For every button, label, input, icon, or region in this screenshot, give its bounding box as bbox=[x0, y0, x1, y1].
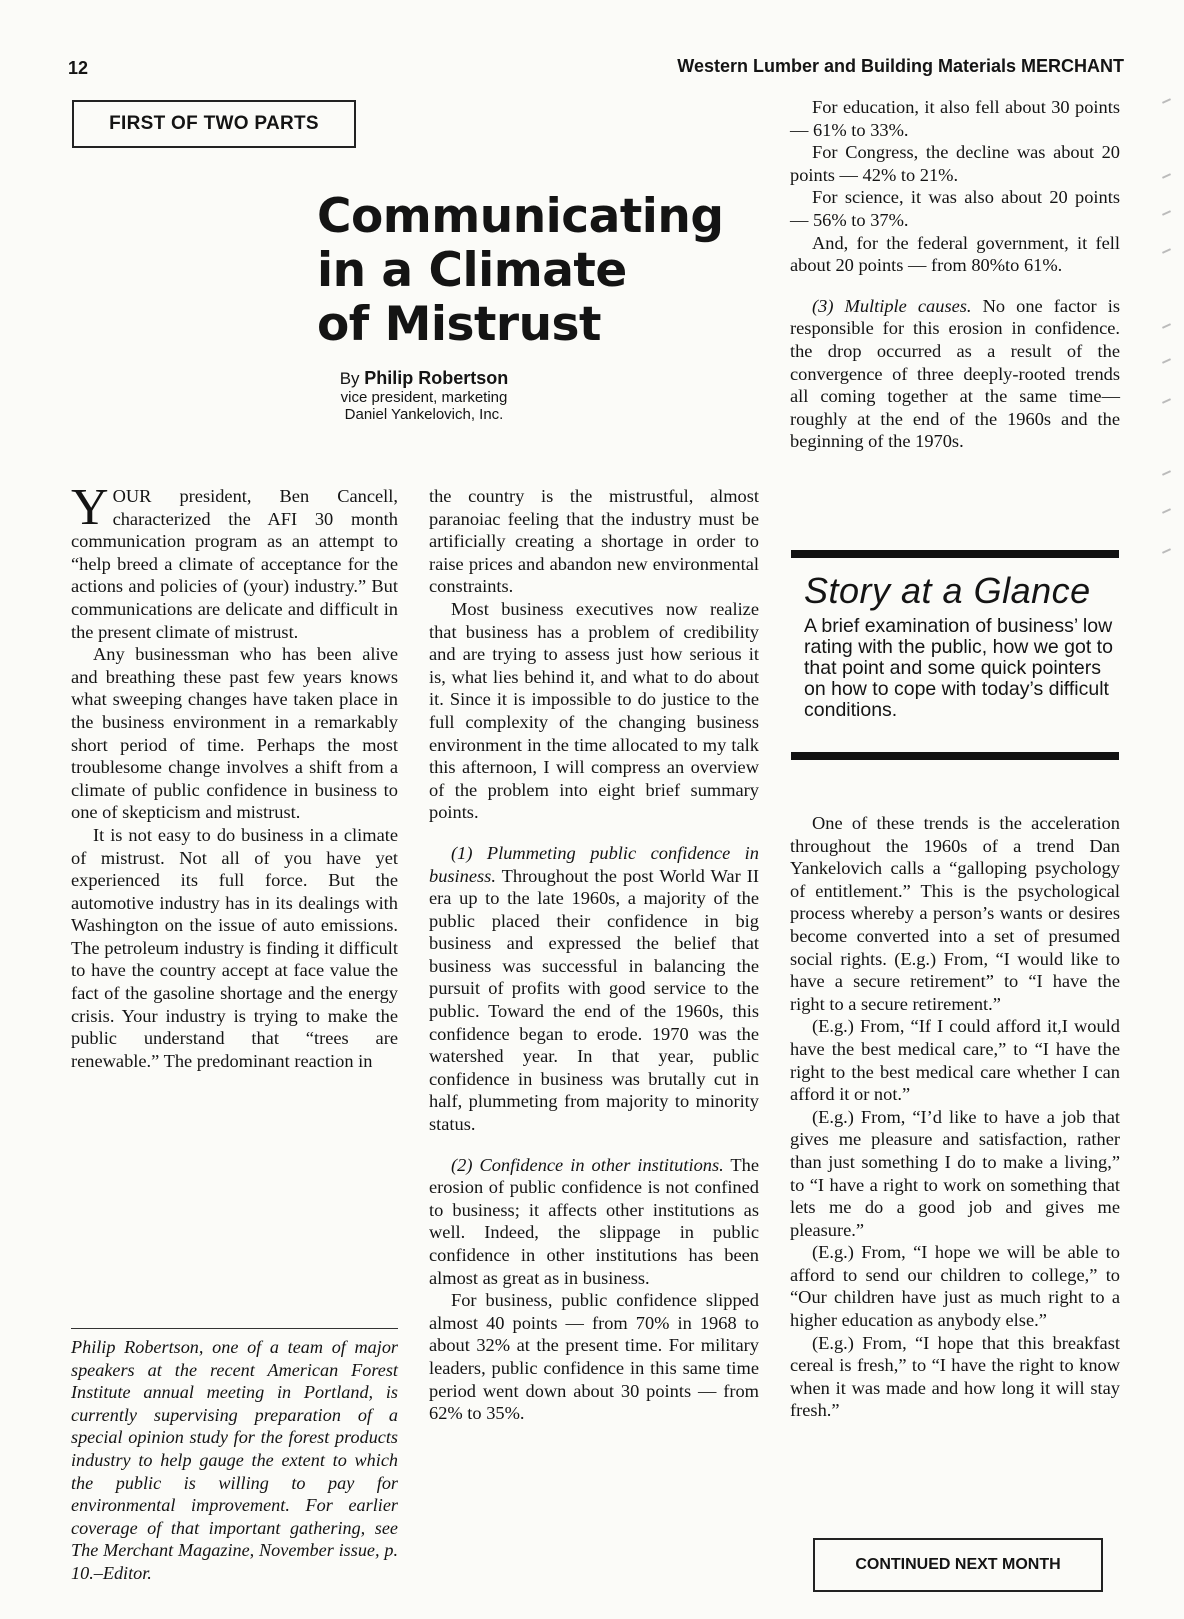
paragraph: For business, public confidence slipped almost 40 points — from 70% in 1968 to about 32% at the present time. For military leaders, public confidence in this same time period went down about 30 points — from 62% to 35%. bbox=[429, 1290, 759, 1424]
byline-author: Philip Robertson bbox=[364, 368, 509, 388]
point-heading: (3) Multiple causes. bbox=[812, 295, 972, 316]
series-label: FIRST OF TWO PARTS bbox=[72, 100, 356, 148]
title-line-1: Communicating bbox=[317, 189, 724, 244]
paragraph: (3) Multiple causes. No one factor is responsible for this erosion in confidence. the drop occurred as a result of the convergence of three deeply-rooted trends all coming together at the same time—roughly at the end of the 1960s and the beginning of the 1970s. bbox=[790, 295, 1120, 452]
continued-notice: CONTINUED NEXT MONTH bbox=[813, 1538, 1103, 1592]
byline-company: Daniel Yankelovich, Inc. bbox=[344, 406, 504, 423]
author-bio: Philip Robertson, one of a team of major speakers at the recent American Forest Institute annual meeting in Portland, is currently supervising preparation of a special opinion study for the forest products industry to help gauge the extent to which the public is willing to pay for environmental improvement. For earlier coverage of that important gathering, see The Merchant Magazine, November issue, p. 10.–Editor. bbox=[71, 1337, 398, 1583]
article-column-3-continued bbox=[790, 812, 1120, 1422]
binding-mark bbox=[1162, 508, 1171, 514]
byline-role: vice president, marketing bbox=[340, 389, 508, 406]
article-column-1 bbox=[71, 479, 398, 1072]
article-column-3 bbox=[790, 96, 1120, 453]
binding-mark bbox=[1162, 548, 1171, 554]
paragraph: Most business executives now realize that business has a problem of credibility and are trying to assess just how serious it is, what lies behind it, and what to do about it. Since it is impossible to do justice to the full complexity of the changing business environment in the time allocated to my talk this afternoon, I will compress an overview of the problem into eight brief summary points. bbox=[429, 598, 759, 823]
paragraph: (E.g.) From, “I’d like to have a job that gives me pleasure and satisfaction, rather than just something I do to make a living,” to “I have a right to work on something that lets me do a good job and gives me pleasure.” bbox=[790, 1106, 1120, 1240]
paragraph: For education, it also fell about 30 points — 61% to 33%. bbox=[790, 97, 1120, 140]
paragraph: And, for the federal government, it fell about 20 points — from 80%to 61%. bbox=[790, 232, 1120, 276]
article-column-2 bbox=[429, 485, 759, 1425]
glance-top-rule bbox=[791, 550, 1119, 558]
publication-name: Western Lumber and Building Materials MERCHANT bbox=[677, 56, 1124, 76]
point-heading: (1) Plummeting public confidence in business. bbox=[429, 842, 759, 886]
glance-summary: A brief examination of business’ low rating with the public, how we got to that point and some quick pointers on how to cope with today’s difficult conditions. bbox=[804, 615, 1113, 721]
paragraph: (1) Plummeting public confidence in business. Throughout the post World War II era up to the late 1960s, a majority of the public placed their confidence in big business and expressed the belief that business was successful in balancing the pursuit of profits with good service to the public. Toward the end of the 1960s, this confidence began to erode. 1970 was the watershed year. In that year, public confidence in business was brutally cut in half, plummeting from majority to minority status. bbox=[429, 842, 759, 1135]
paragraph: (2) Confidence in other institutions. The erosion of public confidence is not confined to business; it affects other institutions as well. Indeed, the slippage in public confidence in other institutions has been almost as great as in business. bbox=[429, 1154, 759, 1288]
byline bbox=[314, 368, 534, 423]
paragraph: (E.g.) From, “I hope that this breakfast cereal is fresh,” to “I have the right to know when it was made and how long it will stay fresh.” bbox=[790, 1332, 1120, 1421]
page-number: 12 bbox=[68, 58, 89, 78]
binding-mark bbox=[1162, 210, 1171, 216]
glance-title: Story at a Glance bbox=[804, 570, 1091, 611]
binding-mark bbox=[1162, 173, 1171, 179]
paragraph: One of these trends is the acceleration throughout the 1960s of a trend Dan Yankelovich calls a “galloping psychology of entitlement.” This is the psychological process whereby a person’s wants or desires become converted into a set of presumed social rights. (E.g.) From, “I would like to have a secure retirement” to “I have the right to a secure retirement.” bbox=[790, 813, 1120, 1014]
paragraph: YOUR president, Ben Cancell, characterized the AFI 30 month communication program as an attempt to “help breed a climate of acceptance for the actions and policies of (your) industry.” But communications are delicate and difficult in the present climate of mistrust. bbox=[71, 479, 398, 642]
binding-mark bbox=[1162, 323, 1171, 329]
title-line-2: in a Climate bbox=[317, 243, 627, 298]
paragraph: It is not easy to do business in a climate of mistrust. Not all of you have yet experienced its full force. But the automotive industry has in its dealings with Washington on the issue of auto emissions. The petroleum industry is finding it difficult to have the country accept at face value the fact of the gasoline shortage and the energy crisis. Your industry is trying to make the public understand that “trees are renewable.” The predominant reaction in bbox=[71, 824, 398, 1071]
title-line-3: of Mistrust bbox=[317, 297, 602, 352]
paragraph: (E.g.) From, “I hope we will be able to afford to send our children to college,” to “Our children have just as much right to a higher education as anybody else.” bbox=[790, 1242, 1120, 1331]
binding-mark bbox=[1162, 358, 1171, 364]
article-title bbox=[317, 190, 747, 352]
paragraph: For science, it was also about 20 points — 56% to 37%. bbox=[790, 187, 1120, 230]
binding-mark bbox=[1162, 470, 1171, 476]
paragraph: (E.g.) From, “If I could afford it,I would have the best medical care,” to “I have the right to the best medical care whether I can afford it or not.” bbox=[790, 1016, 1120, 1105]
glance-bottom-rule bbox=[791, 752, 1119, 760]
paragraph: the country is the mistrustful, almost paranoiac feeling that the industry must be artificially creating a shortage in order to raise prices and abandon new environmental constraints. bbox=[429, 486, 759, 597]
point-heading: (2) Confidence in other institutions. bbox=[451, 1154, 724, 1175]
drop-cap: Y bbox=[71, 479, 109, 536]
byline-by: By bbox=[339, 369, 360, 388]
binding-mark bbox=[1162, 98, 1171, 104]
paragraph: For Congress, the decline was about 20 points — 42% to 21%. bbox=[790, 142, 1120, 185]
binding-mark bbox=[1162, 398, 1171, 404]
paragraph: Any businessman who has been alive and breathing these past few years knows what sweeping changes have taken place in the business environment in a remarkably short period of time. Perhaps the most troublesome change involves a shift from a climate of public confidence in business to one of skepticism and mistrust. bbox=[71, 644, 398, 823]
binding-mark bbox=[1162, 248, 1171, 254]
bio-divider bbox=[71, 1328, 398, 1329]
